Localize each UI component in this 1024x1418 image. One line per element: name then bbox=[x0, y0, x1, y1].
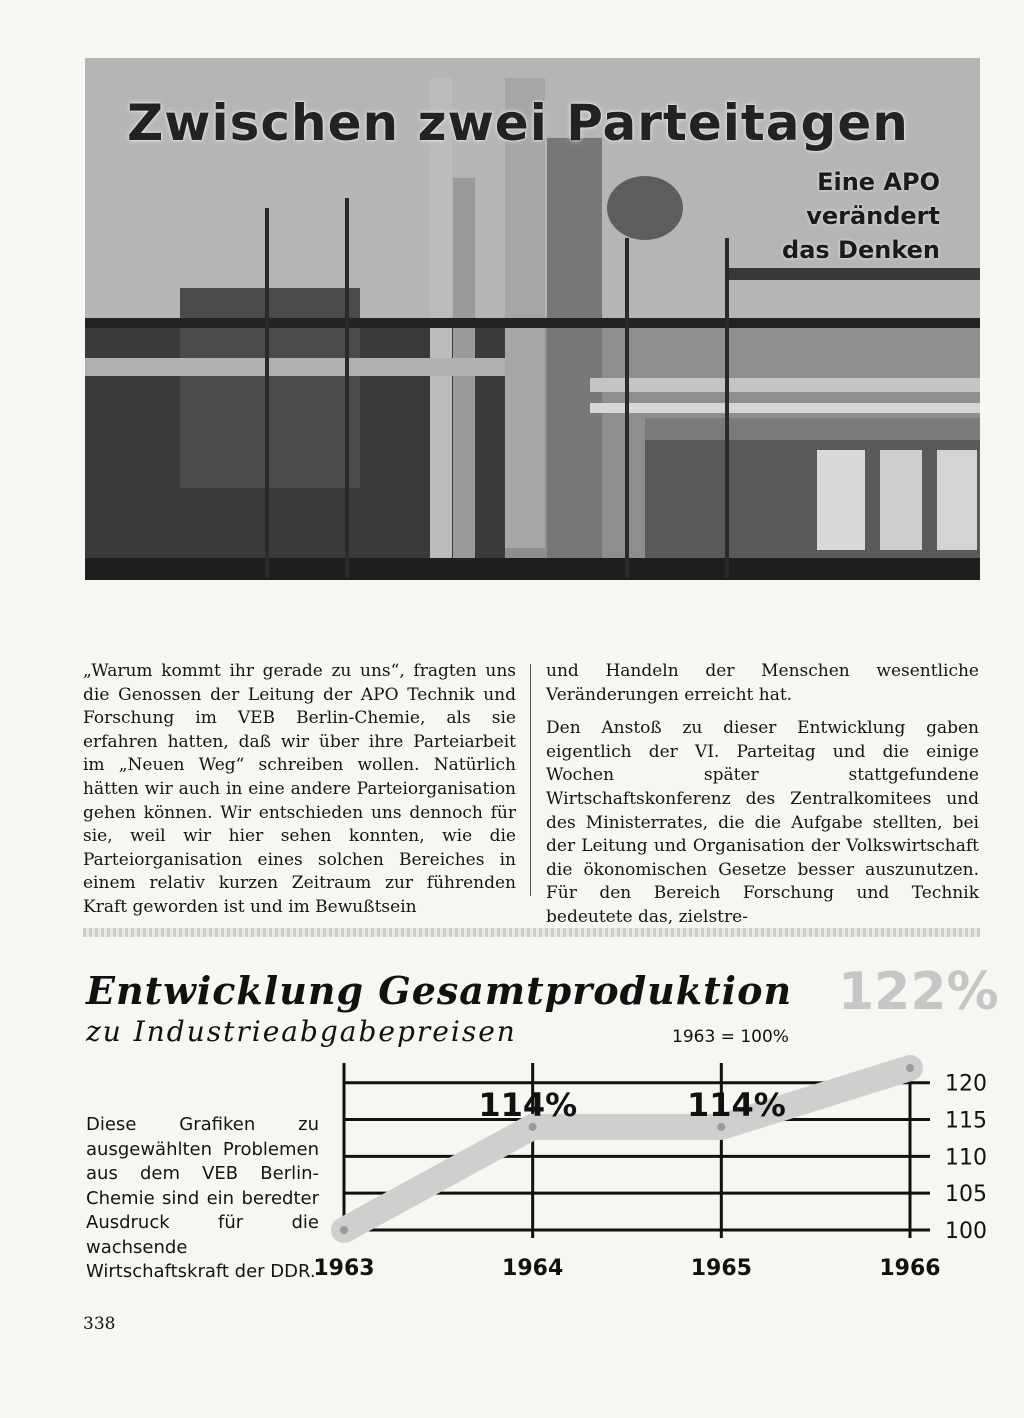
x-tick-label-1963: 1963 bbox=[313, 1256, 375, 1281]
chart-caption: Diese Grafiken zu ausgewählten Problemen aus dem VEB Berlin-Chemie sind ein beredter Ausdruck für die wachsende Wirtschaftskraft der DDR. bbox=[86, 1114, 319, 1282]
chart-base-note: 1963 = 100% bbox=[672, 1027, 789, 1047]
column-divider bbox=[530, 664, 531, 896]
data-point-1964 bbox=[529, 1123, 537, 1131]
y-tick-label-100: 100 bbox=[945, 1219, 987, 1244]
y-tick-label-110: 110 bbox=[945, 1145, 987, 1171]
article-column-right bbox=[546, 660, 979, 940]
y-tick-label-105: 105 bbox=[945, 1182, 987, 1208]
article-paragraph: Den Anstoß zu dieser Entwicklung gaben eigentlich der VI. Parteitag und die einige Wochen später stattgefundene Wirtschaftskonferenz des Zentralkomitees und des Ministerrates, die die Aufgabe stellten, bei der Leitung und Organisation der Volkswirtschaft die ökonomischen Gesetze besser auszunutzen. Für den Bereich Forschung und Technik bedeutete das, zielstre- bbox=[546, 718, 979, 927]
article-column-left bbox=[83, 660, 516, 930]
article-photo bbox=[85, 58, 980, 580]
article-paragraph: „Warum kommt ihr gerade zu uns“, fragten uns die Genossen der Leitung der APO Technik und Forschung im VEB Berlin-Chemie, als sie erfahren hatten, daß wir über ihre Parteiarbeit im „Neuen Weg“ schreiben wollen. Natürlich hätten wir auch in eine andere Parteiorganisation gehen können. Wir entschieden uns dennoch für sie, weil wir hier sehen konnten, wie die Parteiorganisation eines solchen Bereiches in einem relativ kurzen Zeitraum zur führenden Kraft geworden ist und im Bewußtsein bbox=[83, 661, 516, 917]
article-paragraph: und Handeln der Menschen wesentliche Veränderungen erreicht hat. bbox=[546, 661, 979, 705]
page-number: 338 bbox=[83, 1314, 116, 1334]
y-tick-label-120: 120 bbox=[945, 1071, 987, 1097]
data-point-1965 bbox=[717, 1123, 725, 1131]
x-tick-label-1966: 1966 bbox=[879, 1256, 941, 1281]
chart-value-label-1966: 122% bbox=[838, 962, 999, 1022]
headline: Zwischen zwei Parteitagen bbox=[127, 94, 909, 152]
subheadline-line-3: das Denken bbox=[782, 236, 940, 264]
data-label-1964: 114% bbox=[478, 1086, 578, 1124]
production-series-band bbox=[344, 1068, 910, 1230]
subheadline-line-1: Eine APO bbox=[817, 168, 940, 196]
chart-title: Entwicklung Gesamtproduktion bbox=[86, 968, 793, 1013]
x-tick-label-1964: 1964 bbox=[502, 1256, 564, 1281]
x-tick-label-1965: 1965 bbox=[690, 1256, 752, 1281]
y-tick-label-115: 115 bbox=[945, 1108, 987, 1134]
production-chart bbox=[300, 1048, 990, 1288]
data-point-1963 bbox=[340, 1226, 348, 1234]
data-label-1965: 114% bbox=[687, 1086, 786, 1124]
data-point-1966 bbox=[906, 1064, 914, 1072]
subheadline-line-2: verändert bbox=[806, 202, 940, 230]
chart-subtitle: zu Industrieabgabepreisen bbox=[86, 1015, 517, 1048]
section-divider bbox=[83, 928, 980, 937]
